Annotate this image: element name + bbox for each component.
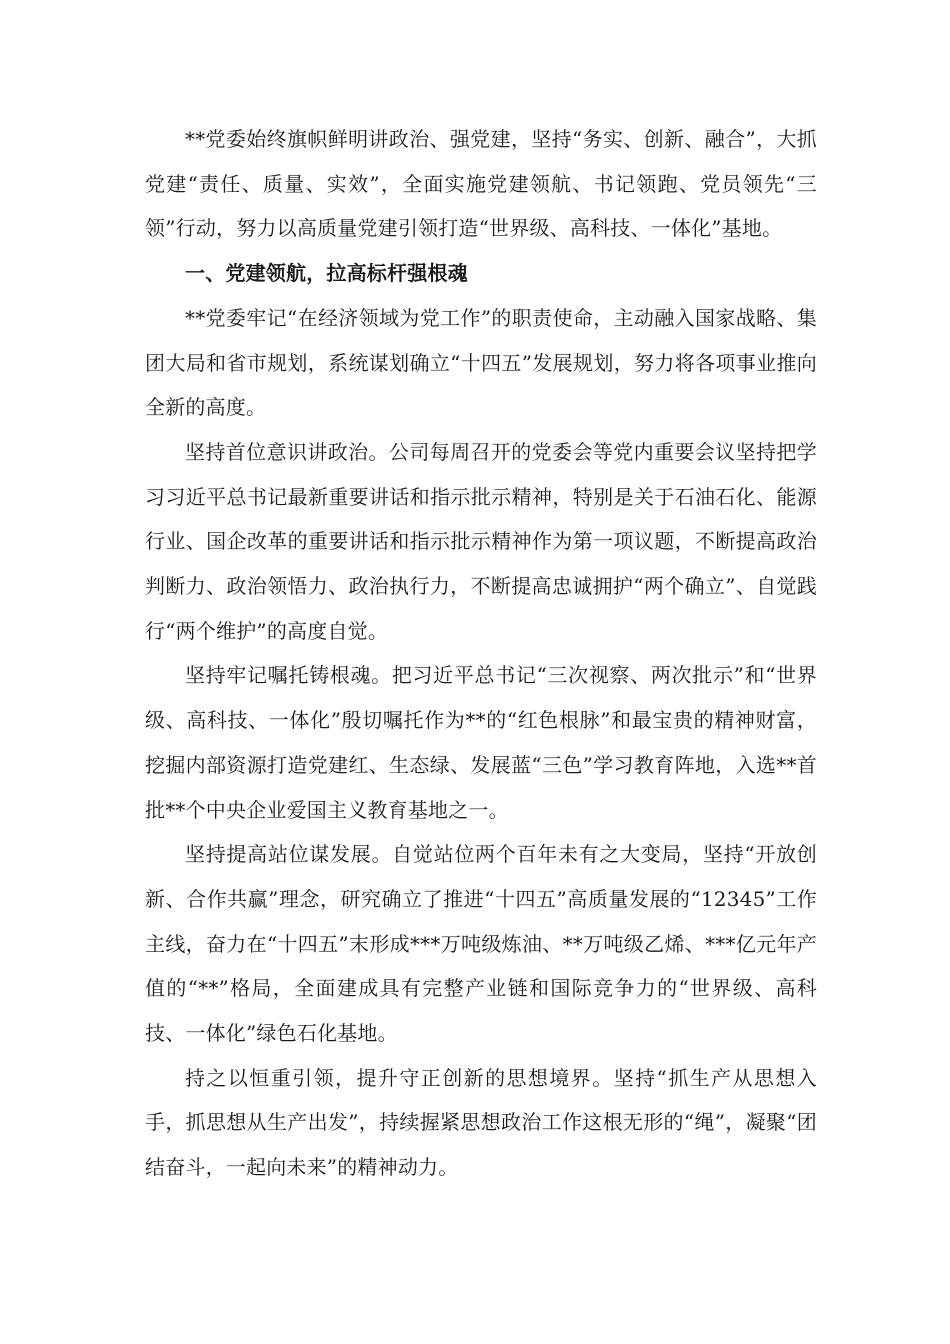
section-heading: 一、党建领航，拉高标杆强根魂 <box>185 261 468 286</box>
document-body <box>145 117 817 1190</box>
body-paragraph-guidance: 持之以恒重引领，提升守正创新的思想境界。坚持“抓生产从思想入手，抓思想从生产出发”，持续握紧思想政治工作这根无形的“绳”，凝聚“团结奋斗，一起向未来”的精神动力。 <box>145 1065 817 1180</box>
body-paragraph-politics: 坚持首位意识讲政治。公司每周召开的党委会等党内重要会议坚持把学习习近平总书记最新重要讲话和指示批示精神，特别是关于石油石化、能源行业、国企改革的重要讲话和指示批示精神作为第一项议题，不断提高政治判断力、政治领悟力、政治执行力，不断提高忠诚拥护“两个确立”、自觉践行“两个维护”的高度自觉。 <box>145 439 817 643</box>
intro-paragraph: **党委始终旗帜鲜明讲政治、强党建，坚持“务实、创新、融合”，大抓党建“责任、质量、实效”，全面实施党建领航、书记领跑、党员领先“三领”行动，努力以高质量党建引领打造“世界级、高科技、一体化”基地。 <box>145 127 817 241</box>
body-paragraph-development: 坚持提高站位谋发展。自觉站位两个百年未有之大变局，坚持“开放创新、合作共赢”理念，研究确立了推进“十四五”高质量发展的“12345”工作主线，奋力在“十四五”末形成***万吨级炼油、**万吨级乙烯、***亿元年产值的“**”格局，全面建成具有完整产业链和国际竞争力的“世界级、高科技、一体化”绿色石化基地。 <box>145 842 817 1046</box>
body-paragraph-mission: **党委牢记“在经济领域为党工作”的职责使命，主动融入国家战略、集团大局和省市规划，系统谋划确立“十四五”发展规划，努力将各项事业推向全新的高度。 <box>145 305 817 420</box>
body-paragraph-roots: 坚持牢记嘱托铸根魂。把习近平总书记“三次视察、两次批示”和“世界级、高科技、一体化”殷切嘱托作为**的“红色根脉”和最宝贵的精神财富，挖掘内部资源打造党建红、生态绿、发展蓝“三色”学习教育阵地，入选**首批**个中央企业爱国主义教育基地之一。 <box>145 663 817 822</box>
